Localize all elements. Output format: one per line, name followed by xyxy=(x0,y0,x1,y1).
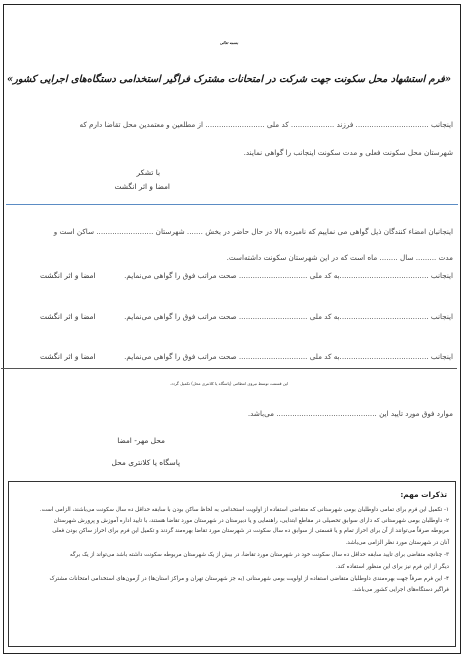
note-4: ۴- این فرم صرفاً جهت بهره‌مندی داوطلبان متقاضی استفاده از اولویت بومی شهرستانی (به جز شهرستان تهران و مراکز استان‌ها) در آزمون‌های استخدامی امتحانات مشترک xyxy=(49,576,449,582)
witness-row-3-text: اینجانب .......................................به کد ملی .............................. صحت مراتب فوق را گواهی می‌نمایم. xyxy=(124,352,453,361)
section-divider xyxy=(6,204,458,205)
notes-title: تذکرات مهم: xyxy=(400,490,447,499)
note-2: ۲- داوطلبان بومی شهرستانی که دارای سوابق تحصیلی در مقاطع ابتدایی، راهنمایی و یا دبیرستان در شهرستان مورد تقاضا هستند، با تایید اداره آموزش و پرورش شهرستان xyxy=(53,518,449,524)
note-3-cont: دیگر از این فرم نیز برای این منظور استفاده کند. xyxy=(335,564,449,570)
declarant-line-2: شهرستان محل سکونت فعلی و مدت سکونت اینجانب را گواهی نمایند. xyxy=(243,148,453,157)
note-3: ۳- چنانچه متقاضی برای تایید سابقه حداقل ده سال سکونت خود در شهرستان مورد تقاضا، در بیش از یک شهرستان مربوطه سکونت داشته باشد می‌تواند از یک برگه xyxy=(69,552,449,558)
note-2-cont-b: آنان در شهرستان مورد نظر الزامی می‌باشد. xyxy=(345,540,449,546)
police-instruction: این قسمت توسط نیروی انتظامی (پاسگاه یا کلانتری محل) تکمیل گردد. xyxy=(169,381,289,386)
witness-intro-line-2: مدت ......... سال ........ ماه است که در این شهرستان سکونت داشته‌است. xyxy=(226,253,453,262)
witness-row-1-text: اینجانب .......................................به کد ملی .............................. صحت مراتب فوق را گواهی می‌نمایم. xyxy=(124,271,453,280)
police-station-label: پاسگاه یا کلانتری محل xyxy=(111,458,180,467)
stamp-signature-label: محل مهر- امضا xyxy=(117,436,165,445)
witness-intro-line-1: اینجانبان امضاء کنندگان ذیل گواهی می نماییم که نامبرده بالا در حال حاضر در بخش ....... شهرستان ......................... ساکن است و xyxy=(53,227,453,236)
witness-row-2-text: اینجانب .......................................به کد ملی .............................. صحت مراتب فوق را گواهی می‌نمایم. xyxy=(124,312,453,321)
note-4-cont: فراگیر دستگاه‌های اجرایی کشور می‌باشد. xyxy=(352,587,449,593)
declarant-line-1: اینجانب ................................ فرزند ................... کد ملی .......................... از مطلعین و معتمدین محل تقاضا دارم که xyxy=(79,120,453,129)
witness-row-2-signature: امضا و اثر انگشت xyxy=(40,312,96,321)
witness-row-1-signature: امضا و اثر انگشت xyxy=(40,271,96,280)
witness-row-3-signature: امضا و اثر انگشت xyxy=(40,352,96,361)
police-confirmation: موارد فوق مورد تایید این ............................................ می‌باشد. xyxy=(247,409,453,418)
declarant-signature-label: امضا و اثر انگشت xyxy=(114,182,170,191)
police-section-divider xyxy=(1,368,457,369)
thanks-label: با تشکر xyxy=(136,168,160,177)
note-1: ۱- تکمیل این فرم برای تمامی داوطلبان بومی شهرستانی که متقاضی استفاده از اولویت استخدامی به لحاظ ساکن بودن با سابقه حداقل ده سال سکونت می‌باشند، الزامی است. xyxy=(39,507,449,513)
bismillah-heading: بسمه تعالی xyxy=(219,40,239,45)
note-2-cont-a: مربوطه صرفاً می‌توانند از آن برای احراز تمام و یا قسمتی از سوابق ده سال سکونت در شهرستان مورد تقاضا بهره‌مند گردند و تکمیل این فرم برای احراز ساکن بودن فعلی xyxy=(52,528,449,534)
notes-box xyxy=(8,481,456,647)
form-title: «فرم استشهاد محل سکونت جهت شرکت در امتحانات مشترک فراگیر استخدامی دستگاه‌های اجرایی کشور» xyxy=(7,74,451,85)
